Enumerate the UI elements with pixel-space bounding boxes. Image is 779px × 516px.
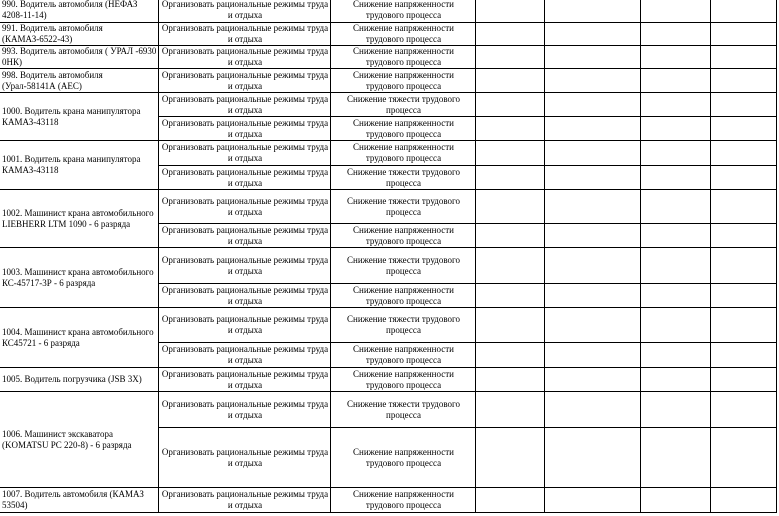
measure-goal-cell: Снижение тяжести трудового процесса bbox=[331, 248, 476, 284]
empty-cell bbox=[711, 428, 777, 488]
empty-cell bbox=[641, 248, 711, 284]
empty-cell bbox=[711, 284, 777, 308]
measure-action-cell: Организовать рациональные режимы труда и отдыха bbox=[159, 428, 331, 488]
workplace-cell: 990. Водитель автомобиля (НЕФАЗ 4208-11-14) bbox=[0, 0, 159, 23]
workplace-cell: 1000. Водитель крана манипулятора КАМАЗ-43118 bbox=[0, 93, 159, 141]
empty-cell bbox=[545, 166, 641, 190]
measure-goal-cell: Снижение напряженности трудового процесса bbox=[331, 69, 476, 93]
measure-action-cell: Организовать рациональные режимы труда и отдыха bbox=[159, 308, 331, 343]
empty-cell bbox=[476, 69, 545, 93]
empty-cell bbox=[476, 248, 545, 284]
empty-cell bbox=[476, 0, 545, 23]
empty-cell bbox=[711, 141, 777, 166]
empty-cell bbox=[476, 93, 545, 117]
empty-cell bbox=[641, 488, 711, 513]
table-row bbox=[0, 69, 777, 93]
table-row bbox=[0, 0, 777, 23]
measure-action-cell: Организовать рациональные режимы труда и отдыха bbox=[159, 141, 331, 166]
empty-cell bbox=[711, 93, 777, 117]
table-row bbox=[0, 368, 777, 392]
workplace-cell: 991. Водитель автомобиля (КАМАЗ-6522-43) bbox=[0, 23, 159, 46]
empty-cell bbox=[711, 23, 777, 46]
measure-goal-cell: Снижение напряженности трудового процесса bbox=[331, 224, 476, 248]
workplace-cell: 1006. Машинист экскаватора (KOMATSU PC 220-8) - 6 разряда bbox=[0, 392, 159, 488]
empty-cell bbox=[476, 46, 545, 69]
empty-cell bbox=[545, 284, 641, 308]
empty-cell bbox=[641, 190, 711, 224]
empty-cell bbox=[545, 488, 641, 513]
empty-cell bbox=[476, 117, 545, 141]
empty-cell bbox=[641, 224, 711, 248]
measure-action-cell: Организовать рациональные режимы труда и отдыха bbox=[159, 0, 331, 23]
empty-cell bbox=[711, 0, 777, 23]
measure-action-cell: Организовать рациональные режимы труда и отдыха bbox=[159, 368, 331, 392]
table-row bbox=[0, 141, 777, 166]
table-row bbox=[0, 93, 777, 117]
empty-cell bbox=[476, 308, 545, 343]
empty-cell bbox=[545, 141, 641, 166]
measure-action-cell: Организовать рациональные режимы труда и отдыха bbox=[159, 248, 331, 284]
measure-goal-cell: Снижение напряженности трудового процесса bbox=[331, 46, 476, 69]
empty-cell bbox=[476, 141, 545, 166]
empty-cell bbox=[545, 117, 641, 141]
workplace-cell: 1003. Машинист крана автомобильного КС-45717-3Р - 6 разряда bbox=[0, 248, 159, 308]
workplace-cell: 1004. Машинист крана автомобильного КС45721 - 6 разряда bbox=[0, 308, 159, 368]
table-row bbox=[0, 23, 777, 46]
empty-cell bbox=[545, 224, 641, 248]
table-row bbox=[0, 308, 777, 343]
empty-cell bbox=[641, 23, 711, 46]
measure-goal-cell: Снижение напряженности трудового процесса bbox=[331, 284, 476, 308]
empty-cell bbox=[476, 392, 545, 428]
empty-cell bbox=[641, 166, 711, 190]
empty-cell bbox=[545, 343, 641, 368]
empty-cell bbox=[641, 93, 711, 117]
empty-cell bbox=[711, 46, 777, 69]
empty-cell bbox=[545, 190, 641, 224]
measure-goal-cell: Снижение напряженности трудового процесса bbox=[331, 343, 476, 368]
measure-action-cell: Организовать рациональные режимы труда и отдыха bbox=[159, 392, 331, 428]
measure-action-cell: Организовать рациональные режимы труда и отдыха bbox=[159, 284, 331, 308]
measure-action-cell: Организовать рациональные режимы труда и отдыха bbox=[159, 343, 331, 368]
measure-goal-cell: Снижение напряженности трудового процесса bbox=[331, 117, 476, 141]
workplace-cell: 993. Водитель автомобиля ( УРАЛ -6930 0НК) bbox=[0, 46, 159, 69]
measure-goal-cell: Снижение тяжести трудового процесса bbox=[331, 190, 476, 224]
empty-cell bbox=[711, 488, 777, 513]
measure-goal-cell: Снижение напряженности трудового процесса bbox=[331, 488, 476, 513]
empty-cell bbox=[545, 93, 641, 117]
table-row bbox=[0, 488, 777, 513]
measure-action-cell: Организовать рациональные режимы труда и отдыха bbox=[159, 46, 331, 69]
measure-action-cell: Организовать рациональные режимы труда и отдыха bbox=[159, 190, 331, 224]
table-row bbox=[0, 392, 777, 428]
empty-cell bbox=[476, 190, 545, 224]
measure-action-cell: Организовать рациональные режимы труда и отдыха bbox=[159, 224, 331, 248]
empty-cell bbox=[641, 46, 711, 69]
empty-cell bbox=[641, 141, 711, 166]
workplace-cell: 1002. Машинист крана автомобильного LIEBHERR LTM 1090 - 6 разряда bbox=[0, 190, 159, 248]
empty-cell bbox=[476, 343, 545, 368]
measure-action-cell: Организовать рациональные режимы труда и отдыха bbox=[159, 117, 331, 141]
empty-cell bbox=[641, 308, 711, 343]
measure-action-cell: Организовать рациональные режимы труда и отдыха bbox=[159, 23, 331, 46]
empty-cell bbox=[711, 117, 777, 141]
measure-goal-cell: Снижение тяжести трудового процесса bbox=[331, 166, 476, 190]
empty-cell bbox=[711, 343, 777, 368]
table-row bbox=[0, 46, 777, 69]
empty-cell bbox=[545, 368, 641, 392]
empty-cell bbox=[641, 368, 711, 392]
empty-cell bbox=[545, 392, 641, 428]
measure-goal-cell: Снижение напряженности трудового процесса bbox=[331, 428, 476, 488]
empty-cell bbox=[641, 343, 711, 368]
workplace-cell: 1001. Водитель крана манипулятора КАМАЗ-43118 bbox=[0, 141, 159, 190]
measure-action-cell: Организовать рациональные режимы труда и отдыха bbox=[159, 93, 331, 117]
workplace-cell: 1007. Водитель автомобиля (КАМАЗ 53504) bbox=[0, 488, 159, 513]
empty-cell bbox=[711, 308, 777, 343]
empty-cell bbox=[641, 392, 711, 428]
empty-cell bbox=[711, 248, 777, 284]
empty-cell bbox=[641, 117, 711, 141]
empty-cell bbox=[476, 224, 545, 248]
measure-action-cell: Организовать рациональные режимы труда и отдыха bbox=[159, 69, 331, 93]
measure-goal-cell: Снижение тяжести трудового процесса bbox=[331, 392, 476, 428]
empty-cell bbox=[545, 46, 641, 69]
empty-cell bbox=[545, 428, 641, 488]
measure-goal-cell: Снижение напряженности трудового процесса bbox=[331, 368, 476, 392]
measure-goal-cell: Снижение тяжести трудового процесса bbox=[331, 308, 476, 343]
measure-goal-cell: Снижение напряженности трудового процесса bbox=[331, 23, 476, 46]
table-row bbox=[0, 190, 777, 224]
empty-cell bbox=[711, 224, 777, 248]
empty-cell bbox=[545, 23, 641, 46]
empty-cell bbox=[476, 488, 545, 513]
measure-goal-cell: Снижение напряженности трудового процесса bbox=[331, 141, 476, 166]
empty-cell bbox=[476, 23, 545, 46]
empty-cell bbox=[476, 428, 545, 488]
empty-cell bbox=[711, 190, 777, 224]
empty-cell bbox=[545, 69, 641, 93]
empty-cell bbox=[641, 0, 711, 23]
empty-cell bbox=[711, 69, 777, 93]
empty-cell bbox=[641, 284, 711, 308]
empty-cell bbox=[545, 248, 641, 284]
empty-cell bbox=[476, 368, 545, 392]
measure-goal-cell: Снижение тяжести трудового процесса bbox=[331, 93, 476, 117]
workplace-cell: 1005. Водитель погрузчика (JSB 3X) bbox=[0, 368, 159, 392]
empty-cell bbox=[711, 368, 777, 392]
empty-cell bbox=[641, 428, 711, 488]
empty-cell bbox=[545, 0, 641, 23]
measure-action-cell: Организовать рациональные режимы труда и отдыха bbox=[159, 166, 331, 190]
empty-cell bbox=[476, 284, 545, 308]
workplace-cell: 998. Водитель автомобиля (Урал-58141А (АЕС) bbox=[0, 69, 159, 93]
measure-goal-cell: Снижение напряженности трудового процесса bbox=[331, 0, 476, 23]
empty-cell bbox=[711, 166, 777, 190]
table-row bbox=[0, 248, 777, 284]
empty-cell bbox=[545, 308, 641, 343]
empty-cell bbox=[641, 69, 711, 93]
measure-action-cell: Организовать рациональные режимы труда и отдыха bbox=[159, 488, 331, 513]
empty-cell bbox=[476, 166, 545, 190]
empty-cell bbox=[711, 392, 777, 428]
